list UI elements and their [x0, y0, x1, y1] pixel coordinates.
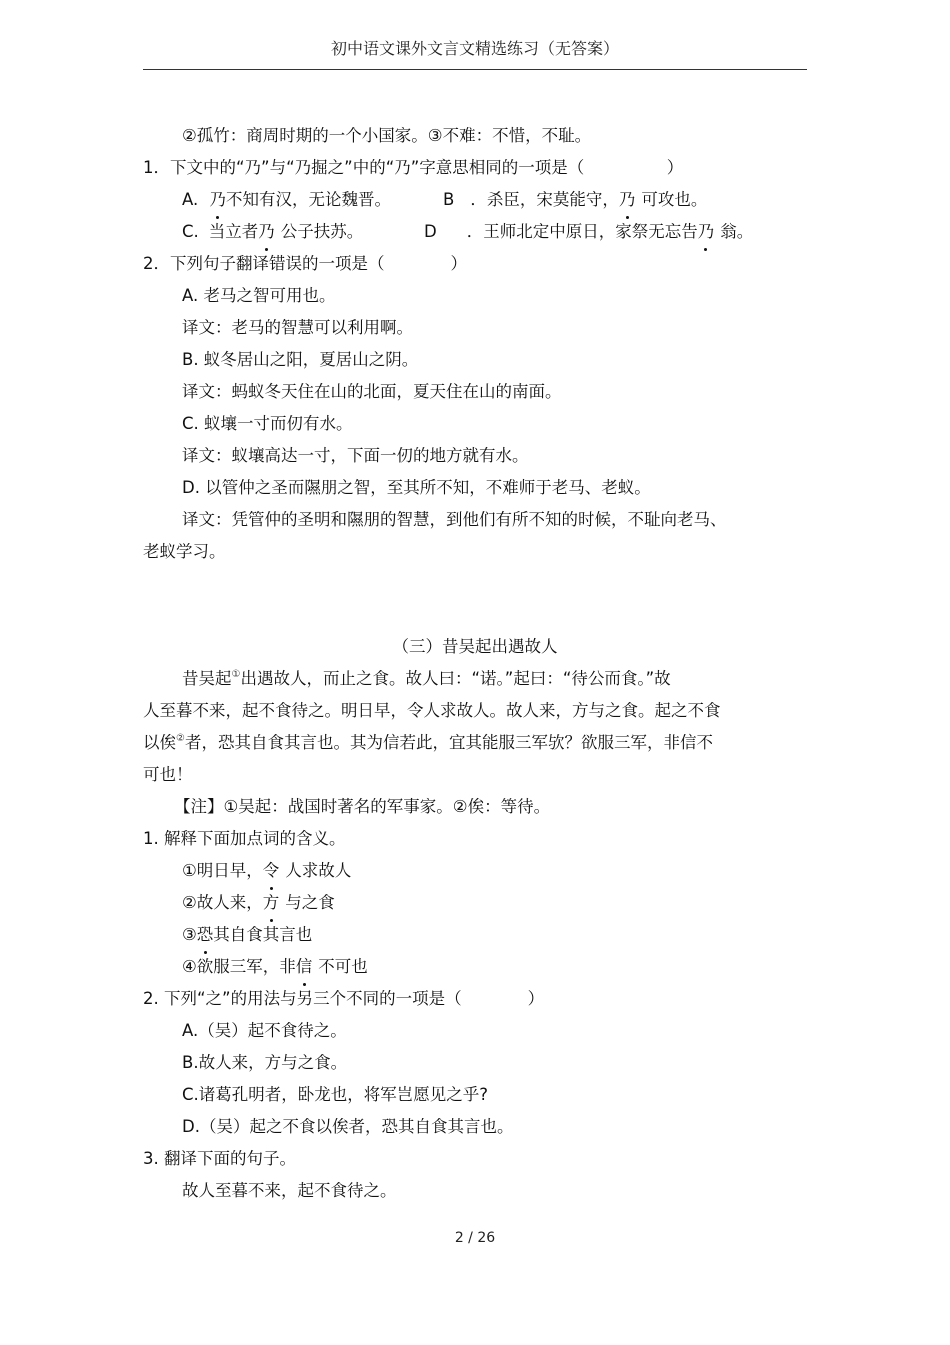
option-label: B	[443, 190, 455, 209]
translation-a: 译文：老马的智慧可以利用啊。	[182, 318, 413, 337]
option-b: B. 蚁冬居山之阳，夏居山之阴。	[182, 350, 419, 369]
dotted-char: 乃	[618, 190, 636, 209]
dotted-char: 乃	[697, 222, 715, 241]
option-text: 当立者	[208, 222, 259, 241]
option-a	[182, 189, 391, 211]
section-title: （三）昔吴起出遇故人	[392, 637, 558, 656]
option-text: 可攻也。	[641, 190, 708, 209]
word-item-text: ③	[182, 925, 197, 944]
option-a: A. 老马之智可用也。	[182, 286, 336, 305]
footnote-marker: ②	[176, 733, 185, 744]
word-item-text: 人求故人	[285, 861, 352, 880]
translation-c: 译文：蚁壤高达一寸，下面一仞的地方就有水。	[182, 446, 529, 465]
header-rule	[143, 69, 807, 70]
option-text: 公子扶苏。	[280, 222, 364, 241]
option-d: D.（吴）起之不食以俟者，恐其自食其言也。	[182, 1117, 514, 1136]
translation-d-line2: 老蚁学习。	[143, 542, 226, 561]
passage-text: 者，恐其自食其言也。其为信若此，宜其能服三军欤？欲服三军，非信不	[184, 733, 713, 752]
dotted-char: 信	[295, 957, 313, 976]
option-d: D. 以管仲之圣而隰朋之智，至其所不知，不难师于老马、老蚁。	[182, 478, 651, 497]
translation-b: 译文：蚂蚁冬天住在山的北面，夏天住在山的南面。	[182, 382, 562, 401]
question-3-stem: 3. 翻译下面的句子。	[143, 1149, 296, 1168]
word-item	[182, 892, 335, 914]
word-item-text: 不可也	[318, 957, 368, 976]
dotted-char: 恐	[196, 925, 214, 944]
question-2-stem: 2．下列句子翻译错误的一项是（ ）	[143, 254, 467, 273]
word-item-text: ②故人来，	[182, 893, 263, 912]
option-d	[424, 221, 753, 243]
translate-sentence: 故人至暮不来，起不食待之。	[182, 1181, 397, 1200]
passage-text: 以俟	[143, 733, 176, 752]
passage-line: 可也！	[143, 765, 193, 784]
word-item-text: 与之食	[285, 893, 335, 912]
question-2-stem: 2. 下列“之”的用法与另三个不同的一项是（ ）	[143, 989, 545, 1008]
word-item	[182, 956, 368, 978]
option-text: ．王师北定中原日，家祭无忘告	[466, 222, 698, 241]
question-1-stem: 1．下文中的“乃”与“乃掘之”中的“乃”字意思相同的一项是（ ）	[143, 158, 684, 177]
passage-line	[182, 668, 671, 693]
passage-text: 出遇故人，而止之食。故人曰：“诺。”起曰：“待公而食。”故	[240, 669, 671, 688]
word-item	[182, 924, 312, 946]
word-item-text: ①明日早，	[182, 861, 263, 880]
passage-line: 人至暮不来，起不食待之。明日早，令人求故人。故人来，方与之食。起之不食	[143, 701, 721, 720]
option-c: C.诸葛孔明者，卧龙也，将军岂愿见之乎?	[182, 1085, 489, 1104]
option-label: C.	[182, 222, 199, 241]
dotted-char: 方	[262, 893, 280, 912]
passage-line	[143, 732, 713, 757]
question-1-stem: 1. 解释下面加点词的含义。	[143, 829, 346, 848]
note-line: ②孤竹：商周时期的一个小国家。③不难：不惜，不耻。	[182, 126, 592, 145]
option-text: ．杀臣，宋莫能守，	[470, 190, 619, 209]
option-b: B.故人来，方与之食。	[182, 1053, 348, 1072]
translation-d-line1: 译文：凭管仲的圣明和隰朋的智慧，到他们有所不知的时候，不耻向老马、	[182, 510, 727, 529]
option-label: D	[424, 222, 437, 241]
option-label: A.	[182, 190, 199, 209]
option-a: A.（吴）起不食待之。	[182, 1021, 347, 1040]
page-number: 2 / 26	[454, 1230, 496, 1246]
word-item	[182, 860, 351, 882]
option-text: 翁。	[720, 222, 754, 241]
option-c	[182, 221, 363, 243]
dotted-char: 乃	[258, 222, 275, 241]
dotted-char: 乃	[209, 190, 226, 209]
word-item-text: 其自食其言也	[213, 925, 313, 944]
word-item-text: ④欲服三军，非	[182, 957, 296, 976]
page-header: 初中语文课外文言文精选练习（无答案）	[330, 39, 619, 58]
dotted-char: 令	[262, 861, 280, 880]
option-b	[443, 189, 707, 211]
footnote-marker: ①	[231, 669, 241, 680]
annotation-note: 【注】①吴起：战国时著名的军事家。②俟：等待。	[174, 797, 551, 816]
passage-text: 昔吴起	[182, 669, 232, 688]
option-text: 不知有汉，无论魏晋。	[226, 190, 391, 209]
option-c: C. 蚁壤一寸而仞有水。	[182, 414, 353, 433]
